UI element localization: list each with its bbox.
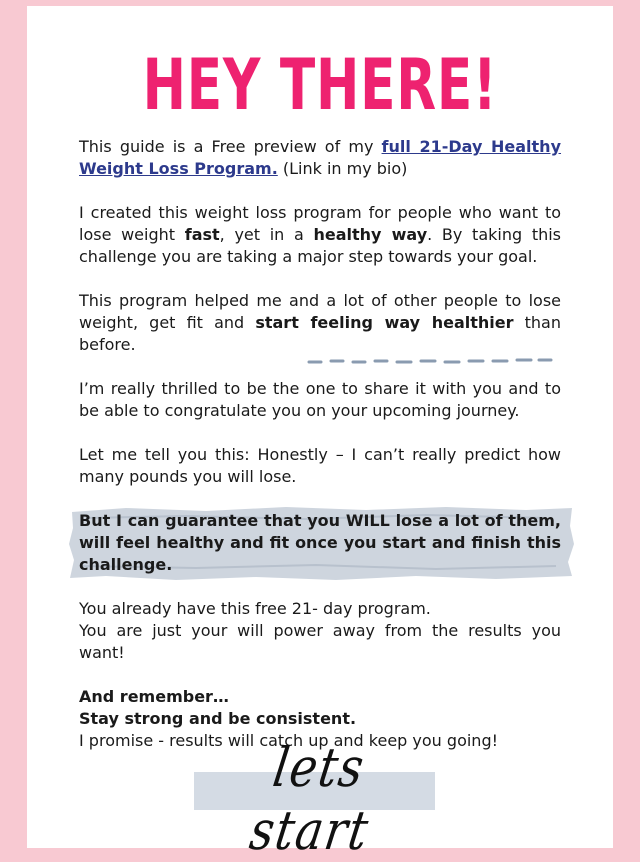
results-text: This program helped me and a lot of other people to lose weight, get fit and [79, 291, 561, 332]
page [27, 6, 613, 862]
highlight-block [79, 510, 561, 576]
closing-line-3: I promise - results will catch up and keep you going! [79, 731, 499, 750]
bold-healthy-way: healthy way [313, 225, 428, 244]
results-block [79, 290, 561, 356]
intro-text-after: (Link in my bio) [277, 159, 408, 178]
bold-fast: fast [184, 225, 220, 244]
intro-text: This guide is a Free preview of my [79, 137, 382, 156]
results-paragraph [79, 290, 561, 356]
guarantee-text: But I can guarantee that you WILL lose a lot of them, will feel healthy and fit once you start and finish this challenge. [79, 511, 561, 574]
page-title: HEY THERE! [142, 44, 498, 126]
free-program-paragraph [79, 598, 561, 664]
program-text-2: , yet in a [219, 225, 314, 244]
signature-text: lets start [245, 736, 374, 862]
free-program-line-1: You already have this free 21- day program. [79, 599, 431, 618]
program-text: I created this weight loss program for people who want to lose weight [79, 203, 561, 244]
free-program-line-2: You are just your will power away from the results you want! [79, 621, 561, 662]
closing-line-1: And remember… [79, 687, 229, 706]
program-paragraph [79, 202, 561, 268]
honesty-paragraph: Let me tell you this: Honestly – I can’t really predict how many pounds you will lose. [79, 445, 561, 486]
closing-line-2: Stay strong and be consistent. [79, 709, 357, 728]
results-text-2: than before. [79, 313, 561, 354]
thrilled-paragraph: I’m really thrilled to be the one to share it with you and to be able to congratulate you on your upcoming journey. [79, 379, 561, 420]
dashed-underline [307, 356, 555, 366]
body-text [79, 136, 561, 752]
program-link[interactable]: full 21-Day Healthy Weight Loss Program. [79, 137, 562, 178]
program-text-3: . By taking this challenge you are taking a major step towards your goal. [79, 225, 562, 266]
bold-healthier: start feeling way healthier [255, 313, 514, 332]
intro-paragraph [79, 136, 561, 180]
